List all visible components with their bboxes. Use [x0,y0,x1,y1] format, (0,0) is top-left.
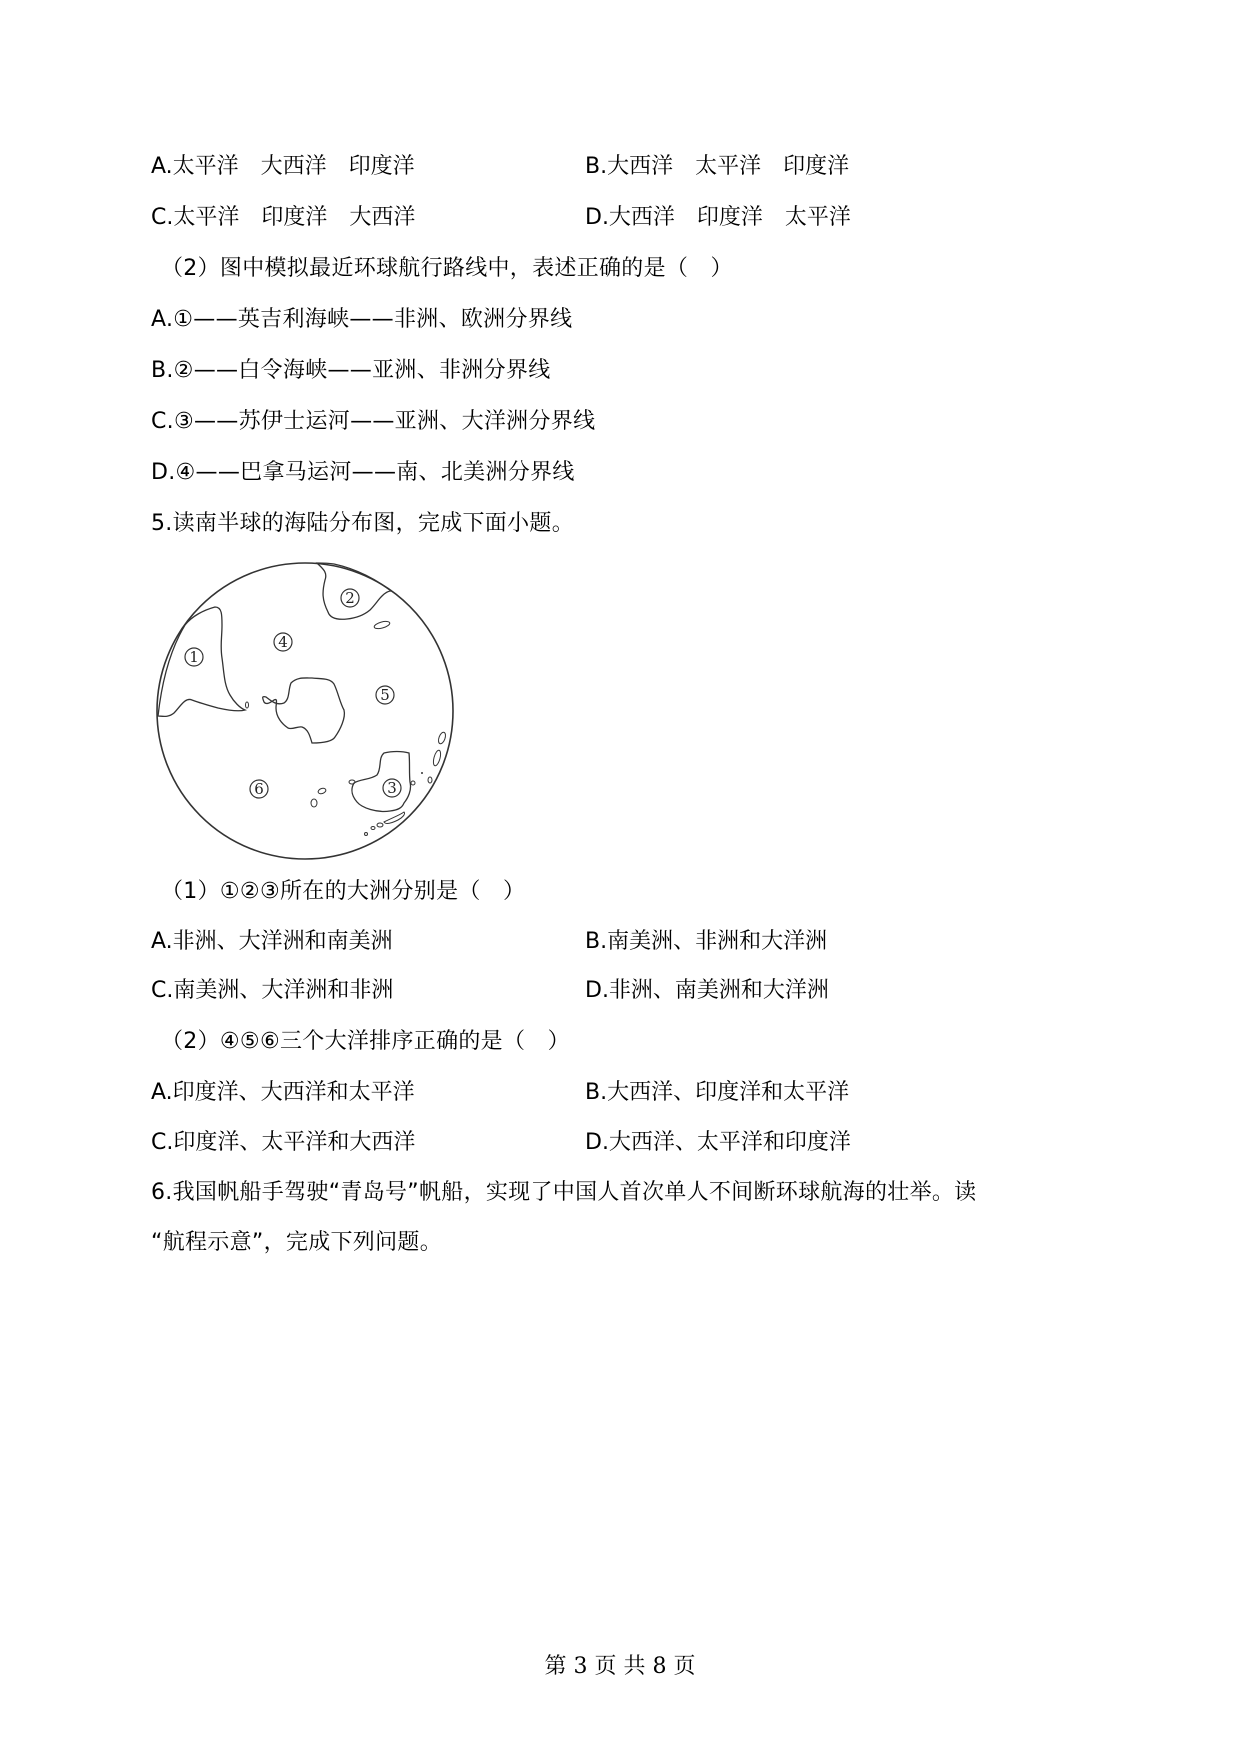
q5-part2-option-b: B.大西洋、印度洋和太平洋 [585,1080,850,1105]
q4-part1-option-d: D.大西洋 印度洋 太平洋 [585,205,851,230]
map-label-3: 3 [387,779,397,797]
map-label-4: 4 [278,633,288,651]
q5-part2-options-row-ab [151,1078,1151,1108]
q5-part1-option-a: A.非洲、大洋洲和南美洲 [151,929,393,954]
q4-part1-options-row-ab [151,152,1151,182]
map-label-1: 1 [189,648,199,666]
q4-part2-stem: （2）图中模拟最近环球航行路线中，表述正确的是（ ） [161,256,733,281]
q4-part1-option-b: B.大西洋 太平洋 印度洋 [585,154,850,179]
q5-part1-options-row-ab [151,927,1151,957]
q5-part2-option-c: C.印度洋、太平洋和大西洋 [151,1130,416,1155]
q6-stem-line1: 6.我国帆船手驾驶“青岛号”帆船，实现了中国人首次单人不间断环球航海的壮举。读 [151,1180,977,1205]
landmass-australia [352,752,411,812]
q5-part2-option-a: A.印度洋、大西洋和太平洋 [151,1080,415,1105]
page-footer: 第 3 页 共 8 页 [544,1654,696,1679]
map-label-6: 6 [254,780,264,798]
southern-hemisphere-map [152,560,458,862]
q5-part1-options-row-cd [151,976,1151,1006]
q5-part1-option-d: D.非洲、南美洲和大洋洲 [585,978,829,1003]
q5-part1-option-c: C.南美洲、大洋洲和非洲 [151,978,394,1003]
q4-part1-option-a: A.太平洋 大西洋 印度洋 [151,154,415,179]
q4-part1-options-row-cd [151,203,1151,233]
q4-part1-option-c: C.太平洋 印度洋 大西洋 [151,205,416,230]
q6-stem-line2: “航程示意”，完成下列问题。 [151,1230,442,1255]
map-label-5: 5 [380,686,390,704]
q5-part1-stem: （1）①②③所在的大洲分别是（ ） [161,879,526,904]
q5-stem: 5.读南半球的海陆分布图，完成下面小题。 [151,511,574,536]
q5-part1-option-b: B.南美洲、非洲和大洋洲 [585,929,828,954]
q4-part2-option-a: A.①——英吉利海峡——非洲、欧洲分界线 [151,307,573,332]
q4-part2-option-c: C.③——苏伊士运河——亚洲、大洋洲分界线 [151,409,596,434]
map-label-2: 2 [345,589,355,607]
q4-part2-option-b: B.②——白令海峡——亚洲、非洲分界线 [151,358,551,383]
q4-part2-option-d: D.④——巴拿马运河——南、北美洲分界线 [151,460,575,485]
q5-part2-stem: （2）④⑤⑥三个大洋排序正确的是（ ） [161,1029,570,1054]
globe-outline [157,563,453,859]
q5-part2-options-row-cd [151,1128,1151,1158]
q5-part2-option-d: D.大西洋、太平洋和印度洋 [585,1130,851,1155]
landmass-antarctica [263,678,345,743]
